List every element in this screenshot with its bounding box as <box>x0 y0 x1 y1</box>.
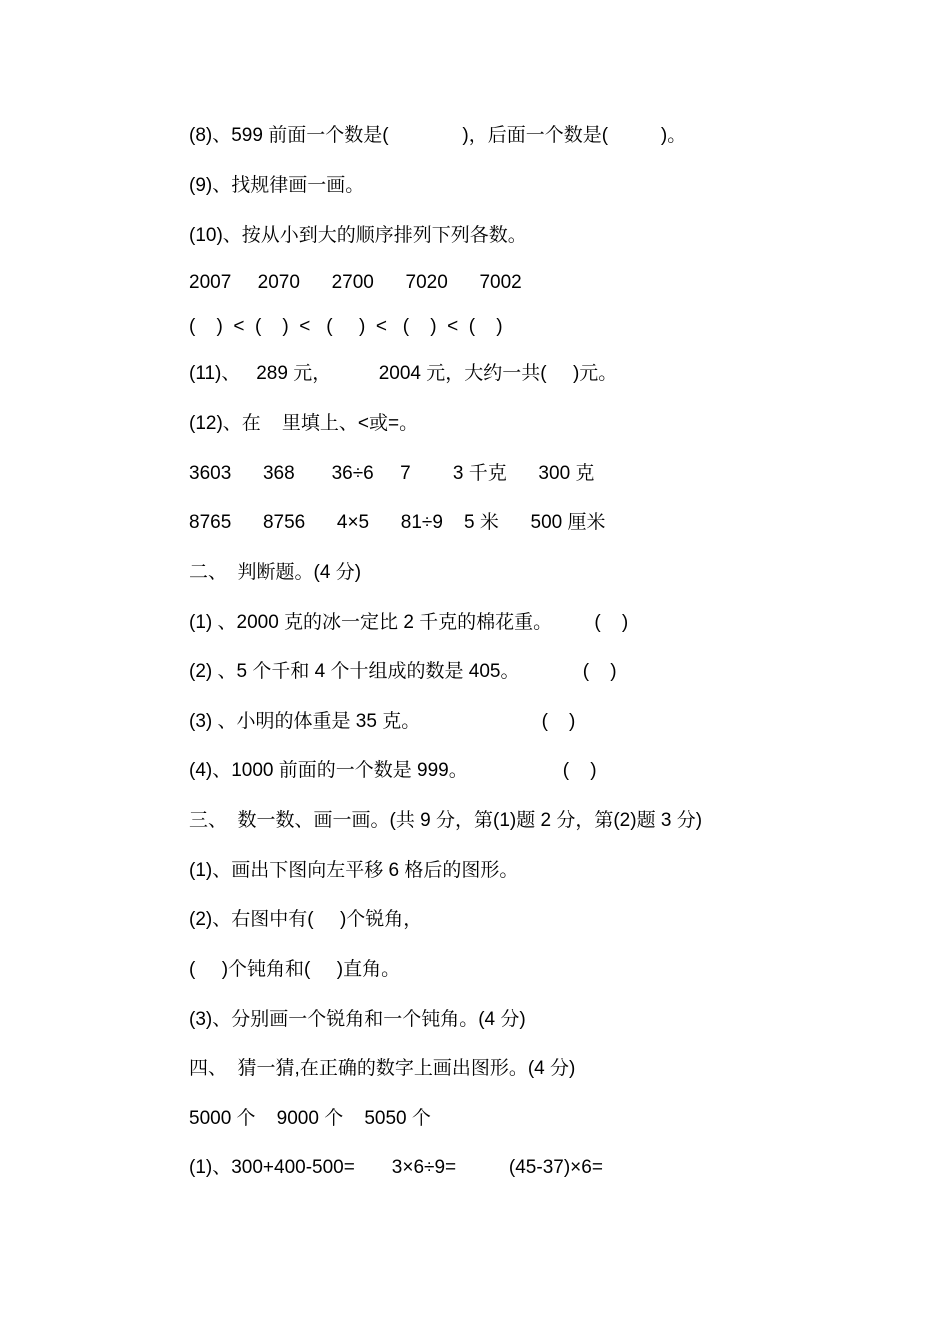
section-3-question-2-continued: ( )个钝角和( )直角。 <box>189 959 401 980</box>
section-3-heading: 三、 数一数、画一画。(共 9 分，第(1)题 2 分，第(2)题 3 分) <box>189 810 703 831</box>
section-4-question-1: (1)、300+400-500= 3×6÷9= (45-37)×6= <box>189 1157 603 1178</box>
question-12-compare-instruction: (12)、在 里填上、<或=。 <box>189 413 419 434</box>
judgment-question-3: (3) 、小明的体重是 35 克。 ( ) <box>189 711 576 732</box>
question-11-estimate-total: (11)、 289 元， 2004 元，大约一共( )元。 <box>189 363 618 384</box>
judgment-question-1: (1) 、2000 克的冰一定比 2 千克的棉花重。 ( ) <box>189 612 629 633</box>
judgment-question-4: (4)、1000 前面的一个数是 999。 ( ) <box>189 760 597 781</box>
question-8-predecessor-successor: (8)、599 前面一个数是( )，后面一个数是( )。 <box>189 125 687 146</box>
section-2-heading: 二、 判断题。(4 分) <box>189 562 362 583</box>
judgment-question-2: (2) 、5 个千和 4 个十组成的数是 405。 ( ) <box>189 661 617 682</box>
section-3-question-3: (3)、分别画一个锐角和一个钝角。(4 分) <box>189 1009 526 1030</box>
section-3-question-1: (1)、画出下图向左平移 6 格后的图形。 <box>189 860 519 881</box>
comparison-row-2: 8765 8756 4×5 81÷9 5 米 500 厘米 <box>189 512 606 533</box>
question-10-sort-numbers: (10)、按从小到大的顺序排列下列各数。 <box>189 225 527 246</box>
comparison-row-1: 3603 368 36÷6 7 3 千克 300 克 <box>189 463 595 484</box>
ordering-blanks: ( ) < ( ) < ( ) < ( ) < ( ) <box>189 316 503 337</box>
question-9-pattern-drawing: (9)、找规律画一画。 <box>189 175 365 196</box>
section-3-question-2: (2)、右图中有( )个锐角， <box>189 909 423 930</box>
section-4-heading: 四、 猜一猜,在正确的数字上画出图形。(4 分) <box>189 1058 576 1079</box>
guess-options: 5000 个 9000 个 5050 个 <box>189 1108 431 1129</box>
number-list: 2007 2070 2700 7020 7002 <box>189 272 522 293</box>
